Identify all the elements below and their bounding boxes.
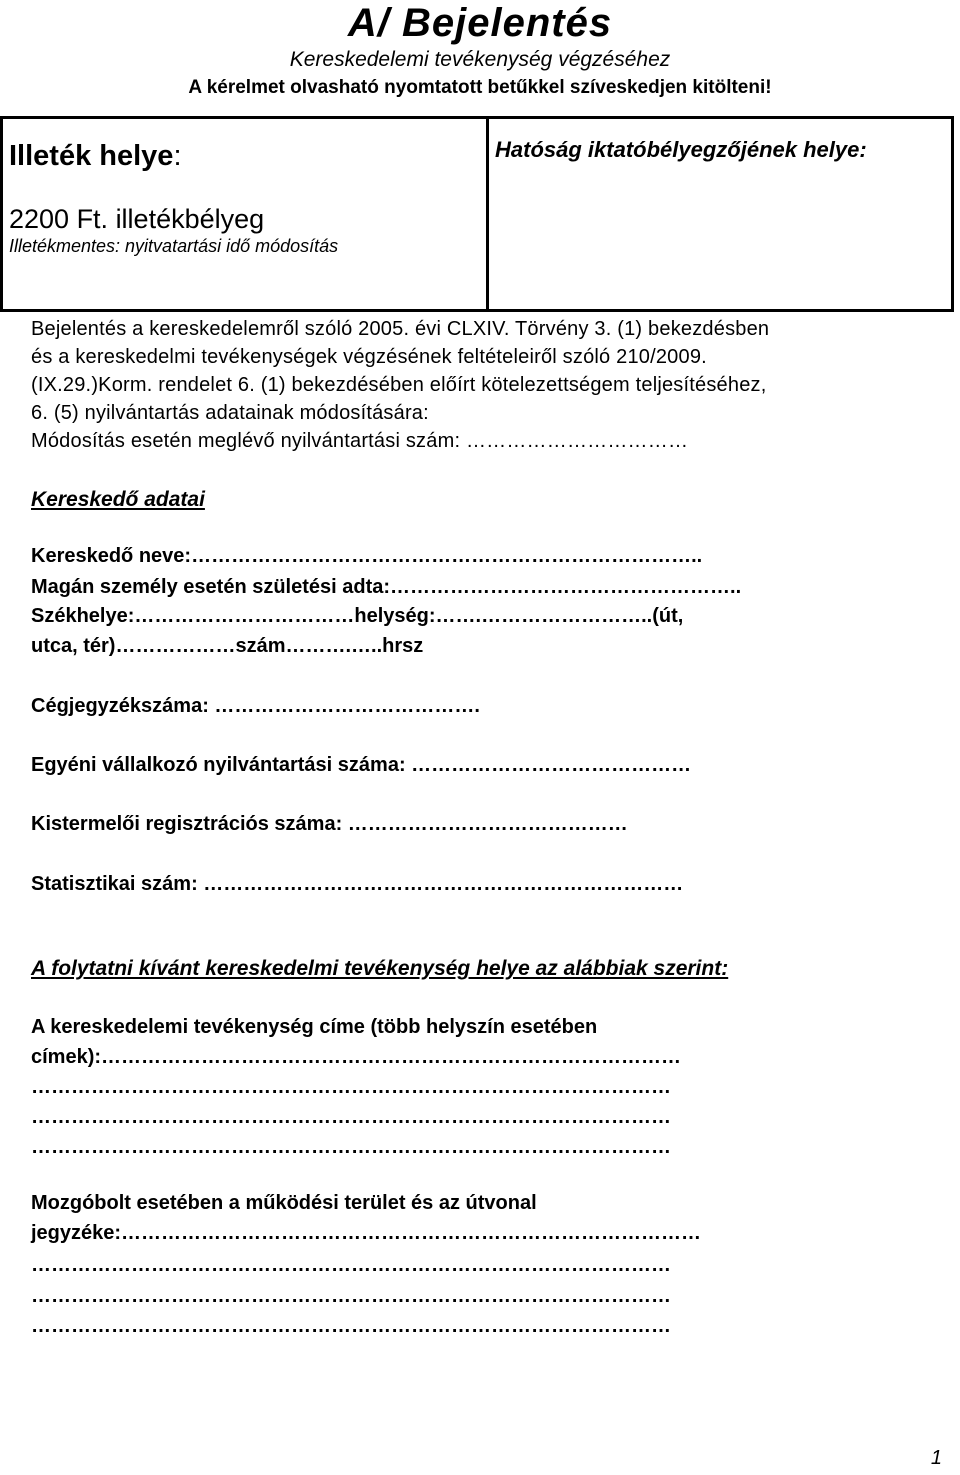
route-line[interactable]: ……………………………………………………………………………………: [31, 1254, 671, 1276]
fee-title: [9, 139, 182, 173]
fee-exempt-note: Illetékmentes: nyitvatartási idő módosítás: [9, 236, 339, 256]
stamp-area-label: Hatóság iktatóbélyegzőjének helye:: [495, 137, 867, 162]
intro-paragraph: [31, 315, 946, 455]
trader-name-field[interactable]: Kereskedő neve:…………………………………………………………………..: [31, 545, 703, 567]
mobile-shop-label: Mozgóbolt esetében a működési terület és az útvonal: [31, 1192, 537, 1214]
statistical-number-field[interactable]: Statisztikai szám: ………………………………………………………………: [31, 873, 684, 895]
company-registry-field[interactable]: Cégjegyzékszáma: ………………………………….: [31, 695, 480, 717]
address-line[interactable]: ……………………………………………………………………………………: [31, 1136, 671, 1158]
form-subtitle: Kereskedelemi tevékenység végzéséhez: [289, 48, 671, 71]
birth-data-field[interactable]: Magán személy esetén születési adta:……………………………………………..: [31, 576, 742, 598]
address-field[interactable]: címek):……………………………………………………………………………: [31, 1046, 682, 1068]
box-divider: [486, 119, 489, 309]
address-line[interactable]: ……………………………………………………………………………………: [31, 1106, 671, 1128]
seat-field[interactable]: Székhelye:……………………………helység:…….……………………..(út,: [31, 605, 684, 627]
fee-title-text: Illeték helye: [9, 140, 174, 172]
location-heading: A folytatni kívánt kereskedelmi tevékenység helye az alábbiak szerint:: [31, 957, 729, 980]
address-line[interactable]: ……………………………………………………………………………………: [31, 1076, 671, 1098]
farmer-registration-field[interactable]: Kistermelői regisztrációs száma: ……………………………………: [31, 813, 628, 835]
intro-line: (IX.29.)Korm. rendelet 6. (1) bekezdésében előírt kötelezettségem teljesítéséhez,: [31, 374, 767, 396]
route-line[interactable]: ……………………………………………………………………………………: [31, 1285, 671, 1307]
intro-line: Bejelentés a kereskedelemről szóló 2005. évi CLXIV. Törvény 3. (1) bekezdésben: [31, 318, 770, 340]
fee-stamp-box: [0, 116, 954, 312]
sole-trader-number-field[interactable]: Egyéni vállalkozó nyilvántartási száma: ……………………………………: [31, 754, 692, 776]
intro-line: és a kereskedelmi tevékenységek végzésének feltételeiről szóló 210/2009.: [31, 346, 707, 368]
fee-amount: 2200 Ft. illetékbélyeg: [9, 204, 265, 234]
route-line[interactable]: ……………………………………………………………………………………: [31, 1315, 671, 1337]
mobile-route-field[interactable]: jegyzéke:……………………………………………………………………………: [31, 1222, 702, 1244]
page-number: 1: [930, 1447, 942, 1469]
form-title: A/ Bejelentés: [347, 1, 613, 45]
registration-number-field[interactable]: Módosítás esetén meglévő nyilvántartási szám: ……………………………: [31, 430, 689, 452]
seat-street-field[interactable]: utca, tér)………………szám……….…..hrsz: [31, 635, 424, 657]
form-instruction: A kérelmet olvasható nyomtatott betűkkel szíveskedjen kitölteni!: [188, 77, 772, 98]
trader-data-heading: Kereskedő adatai: [31, 488, 205, 511]
intro-line: 6. (5) nyilvántartás adatainak módosítására:: [31, 402, 429, 424]
address-label: A kereskedelemi tevékenység címe (több helyszín esetében: [31, 1016, 598, 1038]
fee-title-colon: :: [173, 140, 182, 172]
